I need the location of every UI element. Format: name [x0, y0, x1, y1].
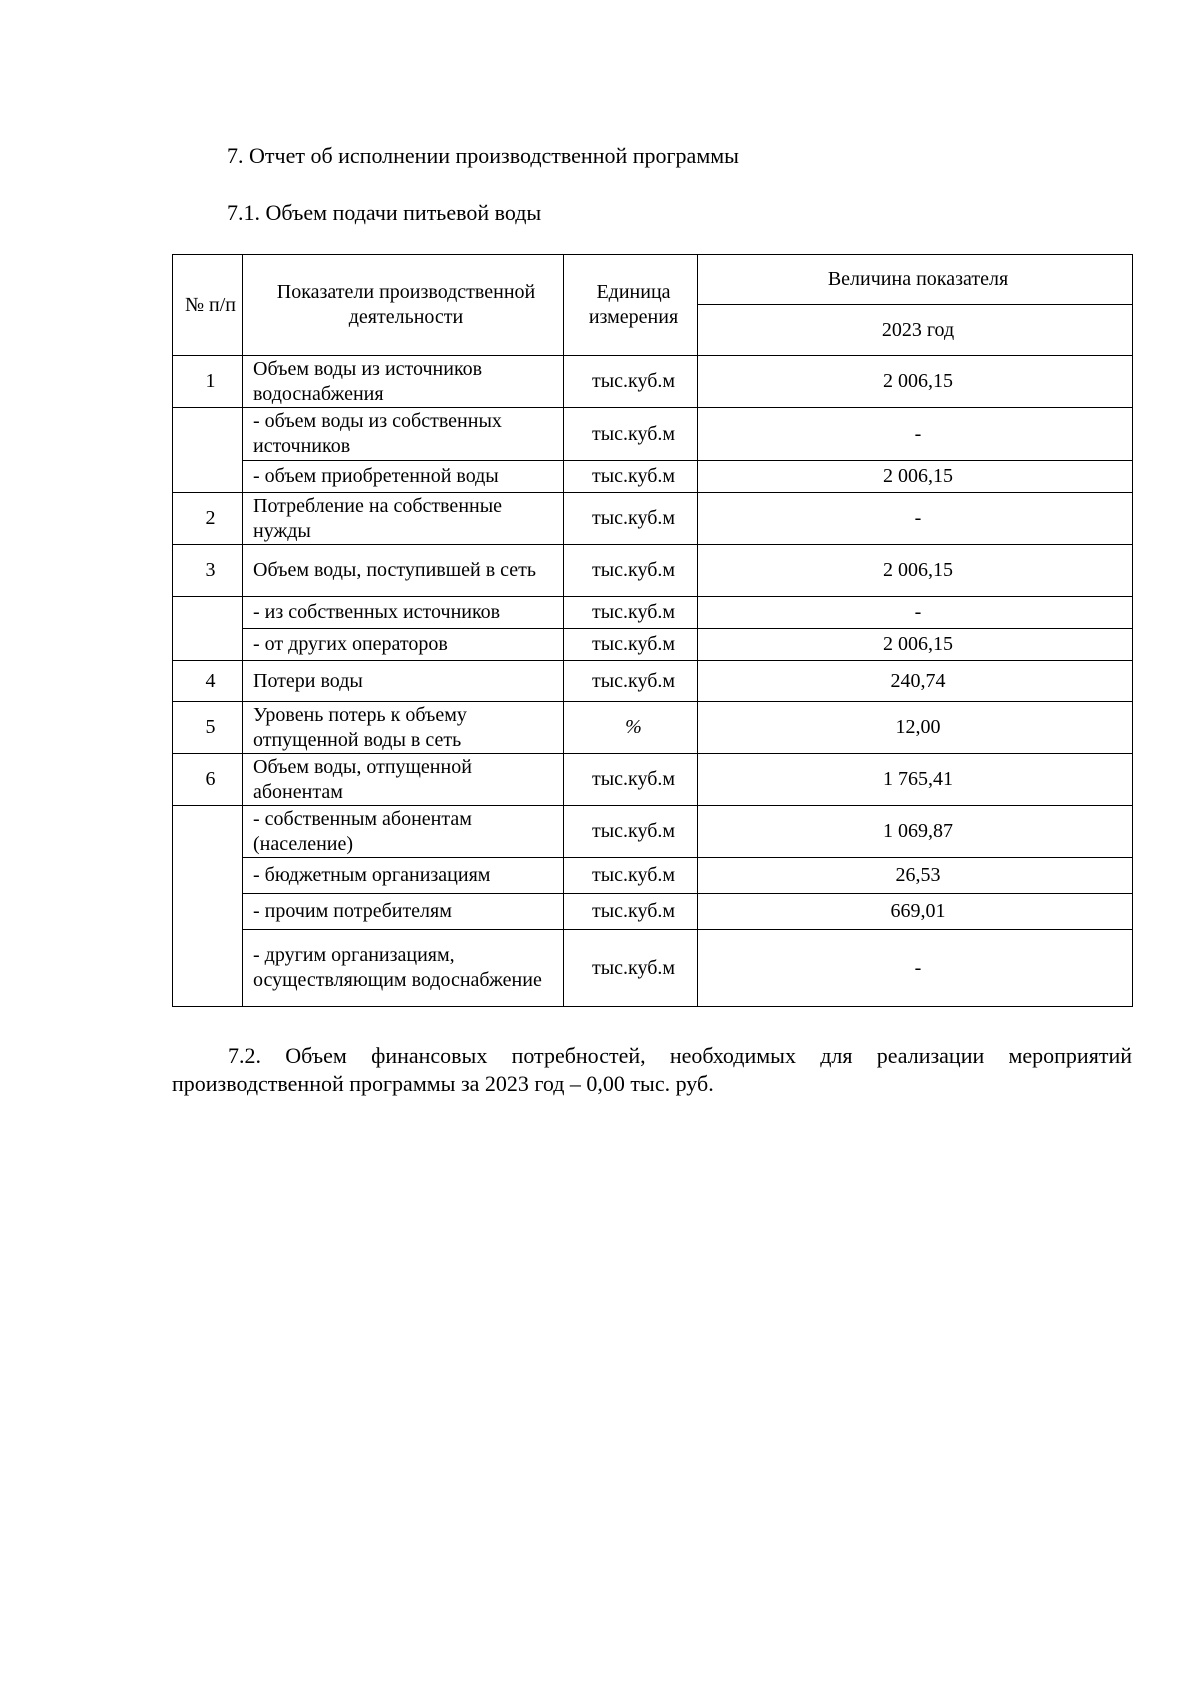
row-value: 1 765,41: [698, 754, 1133, 806]
water-supply-table: [172, 254, 1133, 1007]
row-num: 5: [173, 702, 243, 754]
row-value: 1 069,87: [698, 806, 1133, 858]
row-num: 2: [173, 493, 243, 545]
table-row: [173, 858, 1133, 894]
row-num: 3: [173, 545, 243, 597]
table-row: [173, 806, 1133, 858]
table-row: [173, 930, 1133, 1007]
table-row: [173, 754, 1133, 806]
row-value: -: [698, 597, 1133, 629]
row-value: 2 006,15: [698, 461, 1133, 493]
row-label: Потребление на собственные нужды: [243, 493, 564, 545]
row-label: Объем воды, поступившей в сеть: [243, 545, 564, 597]
row-unit: тыс.куб.м: [564, 894, 698, 930]
header-year: 2023 год: [698, 305, 1133, 356]
table-row: [173, 408, 1133, 461]
row-value: 2 006,15: [698, 545, 1133, 597]
header-indicator: Показатели производственной деятельности: [243, 255, 564, 356]
row-unit: %: [564, 702, 698, 754]
table-row: [173, 702, 1133, 754]
row-unit: тыс.куб.м: [564, 629, 698, 661]
section-title: 7. Отчет об исполнении производственной программы: [227, 143, 739, 168]
row-label: - объем воды из собственных источников: [243, 408, 564, 461]
row-unit: тыс.куб.м: [564, 858, 698, 894]
row-unit: тыс.куб.м: [564, 806, 698, 858]
row-unit: тыс.куб.м: [564, 545, 698, 597]
row-num: [173, 806, 243, 1007]
row-unit: тыс.куб.м: [564, 461, 698, 493]
row-num: [173, 408, 243, 493]
table-row: [173, 545, 1133, 597]
row-value: 240,74: [698, 661, 1133, 702]
row-value: 2 006,15: [698, 629, 1133, 661]
row-label: Потери воды: [243, 661, 564, 702]
row-value: -: [698, 930, 1133, 1007]
table-row: [173, 356, 1133, 408]
row-unit: тыс.куб.м: [564, 597, 698, 629]
row-label: - прочим потребителям: [243, 894, 564, 930]
row-unit: тыс.куб.м: [564, 493, 698, 545]
row-unit: тыс.куб.м: [564, 754, 698, 806]
row-label: - бюджетным организациям: [243, 858, 564, 894]
row-label: - собственным абонентам (население): [243, 806, 564, 858]
header-unit: Единица измерения: [564, 255, 698, 356]
subsection-title: 7.1. Объем подачи питьевой воды: [227, 200, 542, 225]
row-value: 12,00: [698, 702, 1133, 754]
table-row: [173, 894, 1133, 930]
table-row: [173, 493, 1133, 545]
row-num: 6: [173, 754, 243, 806]
row-label: Объем воды из источников водоснабжения: [243, 356, 564, 408]
table-row: [173, 597, 1133, 629]
row-label: Уровень потерь к объему отпущенной воды в сеть: [243, 702, 564, 754]
row-num: 1: [173, 356, 243, 408]
row-value: 669,01: [698, 894, 1133, 930]
row-num: [173, 597, 243, 661]
row-label: Объем воды, отпущенной абонентам: [243, 754, 564, 806]
table-row: [173, 661, 1133, 702]
row-value: 2 006,15: [698, 356, 1133, 408]
financial-needs-paragraph: 7.2. Объем финансовых потребностей, необходимых для реализации мероприятий производственной программы за 2023 год – 0,00 тыс. руб.: [172, 1043, 1132, 1096]
row-unit: тыс.куб.м: [564, 930, 698, 1007]
table-row: [173, 461, 1133, 493]
row-value: -: [698, 408, 1133, 461]
row-unit: тыс.куб.м: [564, 356, 698, 408]
row-label: - другим организациям, осуществляющим водоснабжение: [243, 930, 564, 1007]
table-row: [173, 629, 1133, 661]
header-num: № п/п: [173, 255, 243, 356]
row-label: - объем приобретенной воды: [243, 461, 564, 493]
row-unit: тыс.куб.м: [564, 661, 698, 702]
row-value: -: [698, 493, 1133, 545]
row-unit: тыс.куб.м: [564, 408, 698, 461]
row-value: 26,53: [698, 858, 1133, 894]
row-label: - из собственных источников: [243, 597, 564, 629]
row-label: - от других операторов: [243, 629, 564, 661]
row-num: 4: [173, 661, 243, 702]
header-value: Величина показателя: [698, 255, 1133, 305]
